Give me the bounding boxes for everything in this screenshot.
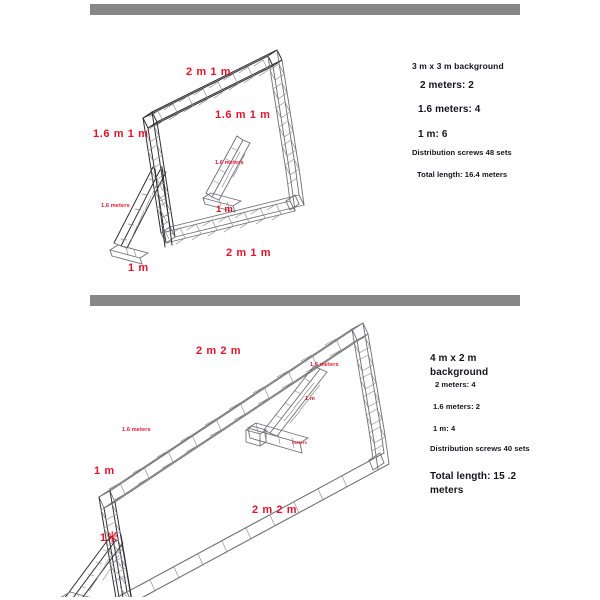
section-3m-x-3m (0, 20, 600, 285)
truss-drawing-3x3 (0, 20, 400, 285)
spec-line-2m: 2 meters: 2 (420, 80, 474, 91)
spec-line-1-6m: 1.6 meters: 2 (433, 402, 481, 411)
spec-line-1m: 1 m: 4 (433, 424, 456, 433)
truss-geometry (60, 323, 389, 597)
measure-label: 1 m (305, 396, 315, 402)
divider-bar-top (90, 4, 520, 15)
measure-label: 2 m 2 m (252, 504, 298, 516)
measure-label: 1米 (100, 532, 119, 544)
spec-panel-4x2 (400, 312, 600, 597)
measure-label: 1.6 meters (310, 362, 339, 368)
spec-total: Total length: 16.4 meters (417, 170, 508, 179)
section-4m-x-2m (0, 312, 600, 597)
measure-label: 2 m 1 m (226, 247, 272, 259)
measure-label: 1 m (216, 204, 233, 215)
truss-diagram-3x3 (0, 20, 400, 285)
measure-label: 1.6 meters (215, 160, 244, 166)
truss-diagram-4x2 (0, 312, 400, 597)
spec-panel-3x3 (400, 20, 600, 285)
spec-line-1-6m: 1.6 meters: 4 (418, 104, 481, 115)
spec-screws: Distribution screws 40 sets (430, 444, 530, 453)
measure-label: 1.6 meters (101, 203, 130, 209)
truss-geometry (110, 50, 304, 264)
spec-line-1m: 1 m: 6 (418, 129, 448, 140)
measure-label: meters (292, 440, 308, 445)
spec-line-2m: 2 meters: 4 (435, 380, 476, 389)
measure-label: 2 m 1 m (186, 66, 232, 78)
spec-heading: 4 m x 2 m background (430, 353, 489, 378)
spec-total: Total length: 15 .2 meters (430, 471, 517, 496)
spec-screws: Distribution screws 48 sets (412, 148, 512, 157)
measure-label: 1 m (128, 262, 149, 274)
measure-label: 1.6 m 1 m (215, 109, 271, 121)
spec-heading: 3 m x 3 m background (412, 61, 504, 71)
measure-label: 1.6 meters (122, 427, 151, 433)
divider-bar-middle (90, 295, 520, 306)
measure-label: 1 m (94, 465, 115, 477)
measure-label: 2 m 2 m (196, 345, 242, 357)
measure-label: 1.6 m 1 m (93, 128, 149, 140)
